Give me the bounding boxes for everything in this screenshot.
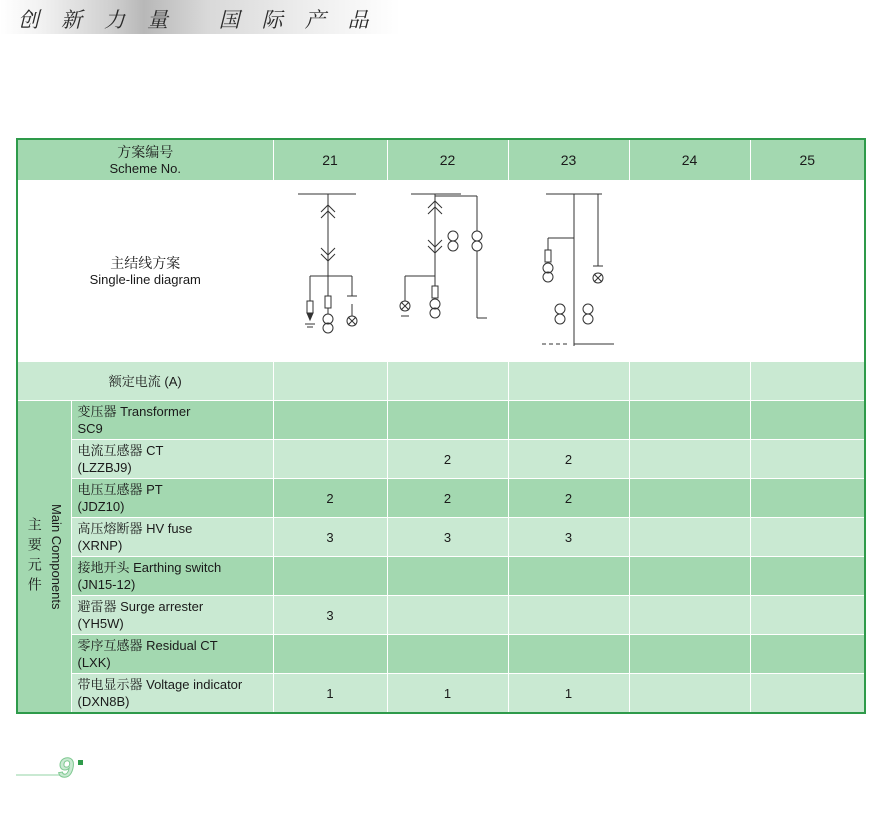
diagram-label — [17, 181, 273, 362]
main-components-label-cn: 主要元件 — [26, 516, 43, 597]
component-row-earthing-switch — [17, 557, 865, 596]
component-row-ct — [17, 440, 865, 479]
component-name: 电压互感器 PT — [77, 482, 163, 497]
cell-value — [508, 596, 629, 635]
page-number: 9 — [58, 752, 74, 783]
component-label — [71, 596, 273, 635]
cell-value — [750, 596, 865, 635]
component-model: (JDZ10) — [77, 499, 125, 514]
cell-value — [629, 596, 750, 635]
component-label — [71, 674, 273, 714]
scheme-22: 22 — [387, 139, 508, 181]
component-row-residual-ct — [17, 635, 865, 674]
cell-value — [629, 440, 750, 479]
banner-slogan: 创新力量 国际产品 — [18, 8, 391, 32]
cell-value — [387, 557, 508, 596]
cell-value — [750, 479, 865, 518]
component-row-voltage-indicator — [17, 674, 865, 714]
scheme-no-label — [17, 139, 273, 181]
scheme-no-label-cn: 方案编号 — [117, 143, 174, 160]
diagram-row — [17, 181, 865, 362]
scheme-no-label-en: Scheme No. — [109, 160, 182, 176]
scheme-21: 21 — [273, 139, 387, 181]
cell-value: 1 — [387, 674, 508, 714]
component-name: 变压器 Transformer — [77, 404, 191, 419]
cell-value: 2 — [273, 479, 387, 518]
cell-value — [629, 557, 750, 596]
component-row-pt — [17, 479, 865, 518]
cell-value — [508, 557, 629, 596]
component-model: (LXK) — [77, 655, 111, 670]
single-line-diagram-22-icon — [393, 186, 503, 356]
component-name: 零序互感器 Residual CT — [77, 638, 218, 653]
component-name: 避雷器 Surge arrester — [77, 599, 204, 614]
cell-value — [273, 440, 387, 479]
diagram-22 — [387, 181, 508, 362]
cell-value — [273, 557, 387, 596]
cell-value: 3 — [273, 596, 387, 635]
cell-value: 2 — [387, 440, 508, 479]
scheme-25: 25 — [750, 139, 865, 181]
cell-value: 1 — [273, 674, 387, 714]
component-name: 带电显示器 Voltage indicator — [77, 677, 243, 692]
cell-value — [629, 401, 750, 440]
main-components-label-en: Main Components — [48, 503, 64, 610]
cell-value — [629, 518, 750, 557]
cell-value: 2 — [508, 479, 629, 518]
component-label — [71, 557, 273, 596]
component-label — [71, 479, 273, 518]
rated-current-21 — [273, 362, 387, 401]
scheme-table — [16, 138, 866, 714]
component-row-hv-fuse — [17, 518, 865, 557]
cell-value — [273, 401, 387, 440]
cell-value: 1 — [508, 674, 629, 714]
component-row-transformer — [17, 401, 865, 440]
cell-value — [629, 674, 750, 714]
cell-value: 3 — [508, 518, 629, 557]
page-number-dot — [78, 760, 83, 765]
cell-value — [387, 596, 508, 635]
rated-current-25 — [750, 362, 865, 401]
component-name: 接地开头 Earthing switch — [77, 560, 222, 575]
cell-value — [387, 635, 508, 674]
cell-value — [750, 674, 865, 714]
cell-value: 3 — [387, 518, 508, 557]
rated-current-22 — [387, 362, 508, 401]
component-label — [71, 440, 273, 479]
header-banner — [0, 0, 400, 34]
cell-value: 3 — [273, 518, 387, 557]
cell-value — [273, 635, 387, 674]
cell-value — [508, 401, 629, 440]
diagram-21 — [273, 181, 387, 362]
diagram-25 — [750, 181, 865, 362]
single-line-diagram-23-icon — [514, 186, 624, 356]
rated-current-row — [17, 362, 865, 401]
cell-value: 2 — [387, 479, 508, 518]
diagram-24 — [629, 181, 750, 362]
scheme-header-row — [17, 139, 865, 181]
component-row-surge-arrester — [17, 596, 865, 635]
diagram-label-en: Single-line diagram — [89, 271, 201, 287]
cell-value — [629, 479, 750, 518]
component-model: (XRNP) — [77, 538, 123, 553]
cell-value: 2 — [508, 440, 629, 479]
component-name: 电流互感器 CT — [77, 443, 164, 458]
scheme-23: 23 — [508, 139, 629, 181]
diagram-23 — [508, 181, 629, 362]
component-model: (LZZBJ9) — [77, 460, 132, 475]
scheme-24: 24 — [629, 139, 750, 181]
cell-value — [387, 401, 508, 440]
component-label — [71, 518, 273, 557]
rated-current-23 — [508, 362, 629, 401]
cell-value — [508, 635, 629, 674]
component-model: SC9 — [77, 421, 103, 436]
rated-current-24 — [629, 362, 750, 401]
single-line-diagram-21-icon — [280, 186, 380, 356]
component-model: (YH5W) — [77, 616, 124, 631]
cell-value — [750, 557, 865, 596]
cell-value — [750, 635, 865, 674]
component-model: (DXN8B) — [77, 694, 130, 709]
component-label — [71, 635, 273, 674]
component-label — [71, 401, 273, 440]
cell-value — [750, 518, 865, 557]
component-name: 高压熔断器 HV fuse — [77, 521, 193, 536]
rated-current-label: 额定电流 (A) — [17, 362, 273, 401]
cell-value — [629, 635, 750, 674]
diagram-label-cn: 主结线方案 — [110, 254, 181, 271]
cell-value — [750, 440, 865, 479]
cell-value — [750, 401, 865, 440]
component-model: (JN15-12) — [77, 577, 136, 592]
main-components-label — [17, 401, 71, 714]
